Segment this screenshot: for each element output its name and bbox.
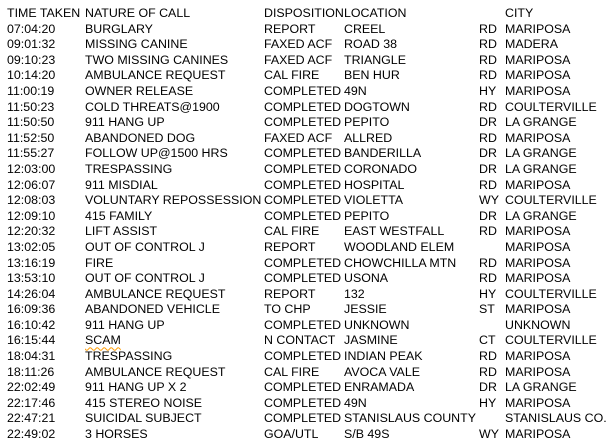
call-city: COULTERVILLE — [505, 99, 597, 114]
call-road-suffix: RD — [479, 349, 497, 364]
call-location: CORONADO — [344, 161, 417, 176]
call-disposition: TO CHP — [264, 302, 311, 317]
call-time: 22:17:46 — [7, 395, 56, 410]
call-nature: AMBULANCE REQUEST — [85, 286, 226, 301]
call-disposition: CAL FIRE — [264, 68, 320, 83]
call-location: CHOWCHILLA MTN — [344, 255, 457, 270]
call-location: 49N — [344, 83, 367, 98]
header-location: LOCATION — [344, 6, 407, 20]
table-row — [0, 380, 614, 396]
table-row — [0, 131, 614, 147]
call-time: 11:55:27 — [7, 146, 55, 161]
call-road-suffix: RD — [479, 364, 497, 379]
call-location: BEN HUR — [344, 68, 400, 83]
call-location: VIOLETTA — [344, 193, 403, 208]
call-disposition: COMPLETED — [264, 317, 342, 332]
call-rows — [0, 22, 614, 443]
call-road-suffix: RD — [479, 255, 497, 270]
call-location: 49N — [344, 395, 367, 410]
table-row — [0, 240, 614, 256]
call-city: MARIPOSA — [505, 83, 571, 98]
call-time: 12:08:03 — [7, 193, 56, 208]
table-row — [0, 209, 614, 225]
table-row — [0, 53, 614, 69]
call-disposition: FAXED ACF — [264, 52, 333, 67]
call-nature: COLD THREATS@1900 — [85, 99, 220, 114]
table-row — [0, 146, 614, 162]
call-road-suffix: RD — [479, 21, 497, 36]
call-city: LA GRANGE — [505, 146, 577, 161]
call-disposition: REPORT — [264, 239, 316, 254]
table-row — [0, 37, 614, 53]
call-disposition: REPORT — [264, 286, 316, 301]
call-city: MARIPOSA — [505, 349, 571, 364]
call-city: LA GRANGE — [505, 208, 577, 223]
call-time: 16:10:42 — [7, 317, 56, 332]
call-city: MARIPOSA — [505, 271, 571, 286]
call-nature: MISSING CANINE — [85, 37, 188, 52]
call-disposition: COMPLETED — [264, 161, 342, 176]
call-location: JESSIE — [344, 302, 387, 317]
call-disposition: CAL FIRE — [264, 364, 320, 379]
call-time: 16:15:44 — [7, 333, 56, 348]
call-nature: ABANDONED VEHICLE — [85, 302, 220, 317]
call-time: 22:47:21 — [7, 411, 56, 426]
call-disposition: COMPLETED — [264, 99, 342, 114]
call-road-suffix: RD — [479, 37, 497, 52]
table-row — [0, 178, 614, 194]
call-road-suffix: DR — [479, 208, 497, 223]
call-disposition: N CONTACT — [264, 333, 336, 348]
call-nature: TRESPASSING — [85, 161, 173, 176]
call-disposition: COMPLETED — [264, 146, 342, 161]
call-time: 09:01:32 — [7, 37, 56, 52]
call-location: UNKNOWN — [344, 317, 410, 332]
table-row — [0, 302, 614, 318]
call-nature: 911 HANG UP — [85, 115, 165, 130]
call-log — [0, 6, 614, 443]
header-city: CITY — [505, 6, 534, 20]
call-road-suffix: RD — [479, 224, 497, 239]
call-road-suffix: ST — [479, 302, 495, 317]
table-row — [0, 271, 614, 287]
call-location: STANISLAUS COUNTY — [344, 411, 476, 426]
call-nature: 3 HORSES — [85, 427, 148, 442]
call-disposition: FAXED ACF — [264, 37, 333, 52]
call-location: CREEL — [344, 21, 386, 36]
call-disposition: COMPLETED — [264, 208, 342, 223]
call-city: MARIPOSA — [505, 427, 571, 442]
call-road-suffix: RD — [479, 68, 497, 83]
call-city: MARIPOSA — [505, 255, 571, 270]
call-road-suffix: RD — [479, 52, 497, 67]
call-time: 11:50:50 — [7, 115, 55, 130]
call-disposition: COMPLETED — [264, 83, 342, 98]
call-location: JASMINE — [344, 333, 398, 348]
call-city: MARIPOSA — [505, 177, 571, 192]
header-time-taken: TIME TAKEN — [7, 6, 81, 20]
call-nature: OWNER RELEASE — [85, 83, 194, 98]
call-time: 11:00:19 — [7, 83, 55, 98]
call-road-suffix: DR — [479, 161, 497, 176]
call-disposition: REPORT — [264, 21, 316, 36]
call-disposition: COMPLETED — [264, 380, 342, 395]
call-city: MARIPOSA — [505, 364, 571, 379]
call-road-suffix: RD — [479, 130, 497, 145]
call-location: USONA — [344, 271, 389, 286]
call-location: ENRAMADA — [344, 380, 415, 395]
call-disposition: COMPLETED — [264, 193, 342, 208]
call-road-suffix: WY — [479, 193, 499, 208]
call-city: LA GRANGE — [505, 115, 577, 130]
table-row — [0, 162, 614, 178]
table-row — [0, 193, 614, 209]
call-time: 14:26:04 — [7, 286, 56, 301]
call-location: 132 — [344, 286, 365, 301]
call-city: COULTERVILLE — [505, 286, 597, 301]
table-row — [0, 224, 614, 240]
call-road-suffix: DR — [479, 115, 497, 130]
call-location: ROAD 38 — [344, 37, 398, 52]
call-time: 16:09:36 — [7, 302, 56, 317]
call-city: MARIPOSA — [505, 224, 571, 239]
call-location: EAST WESTFALL — [344, 224, 445, 239]
call-nature: BURGLARY — [85, 21, 153, 36]
call-nature: TWO MISSING CANINES — [85, 52, 229, 67]
call-road-suffix: DR — [479, 380, 497, 395]
call-city: MADERA — [505, 37, 559, 52]
call-city: MARIPOSA — [505, 68, 571, 83]
call-city: MARIPOSA — [505, 130, 571, 145]
call-disposition: COMPLETED — [264, 271, 342, 286]
call-nature: AMBULANCE REQUEST — [85, 364, 226, 379]
call-time: 22:49:02 — [7, 427, 56, 442]
table-row — [0, 349, 614, 365]
call-city: MARIPOSA — [505, 395, 571, 410]
call-location: PEPITO — [344, 208, 390, 223]
call-time: 11:52:50 — [7, 130, 55, 145]
table-row — [0, 68, 614, 84]
call-time: 11:50:23 — [7, 99, 55, 114]
call-nature: SUICIDAL SUBJECT — [85, 411, 202, 426]
header-disposition: DISPOSITION — [264, 6, 344, 20]
call-disposition: FAXED ACF — [264, 130, 333, 145]
call-city: MARIPOSA — [505, 52, 571, 67]
call-location: TRIANGLE — [344, 52, 406, 67]
table-row — [0, 256, 614, 272]
call-nature: LIFT ASSIST — [85, 224, 158, 239]
call-city: COULTERVILLE — [505, 193, 597, 208]
call-city: MARIPOSA — [505, 239, 571, 254]
call-time: 07:04:20 — [7, 21, 56, 36]
call-disposition: COMPLETED — [264, 395, 342, 410]
call-nature: OUT OF CONTROL J — [85, 239, 205, 254]
call-city: MARIPOSA — [505, 21, 571, 36]
call-time: 18:11:26 — [7, 364, 55, 379]
call-location: ALLRED — [344, 130, 393, 145]
call-disposition: COMPLETED — [264, 115, 342, 130]
call-nature: 911 HANG UP X 2 — [85, 380, 187, 395]
call-time: 13:02:05 — [7, 239, 56, 254]
call-nature: SCAM — [85, 333, 121, 348]
table-row — [0, 22, 614, 38]
call-time: 12:20:32 — [7, 224, 56, 239]
call-road-suffix: RD — [479, 177, 497, 192]
table-row — [0, 427, 614, 443]
call-city: COULTERVILLE — [505, 333, 597, 348]
call-disposition: COMPLETED — [264, 177, 342, 192]
call-nature: 911 MISDIAL — [85, 177, 158, 192]
call-location: HOSPITAL — [344, 177, 405, 192]
call-road-suffix: RD — [479, 271, 497, 286]
table-row — [0, 411, 614, 427]
call-nature: FIRE — [85, 255, 114, 270]
call-location: BANDERILLA — [344, 146, 422, 161]
call-nature: 415 STEREO NOISE — [85, 395, 203, 410]
call-location: AVOCA VALE — [344, 364, 420, 379]
call-nature: VOLUNTARY REPOSSESSION — [85, 193, 262, 208]
call-nature: TRESPASSING — [85, 349, 173, 364]
call-time: 12:03:00 — [7, 161, 56, 176]
call-time: 22:02:49 — [7, 380, 56, 395]
call-nature: 415 FAMILY — [85, 208, 153, 223]
call-city: LA GRANGE — [505, 380, 577, 395]
table-row — [0, 365, 614, 381]
call-city: UNKNOWN — [505, 317, 571, 332]
header-nature-of-call: NATURE OF CALL — [85, 6, 191, 20]
call-location: S/B 49S — [344, 427, 390, 442]
call-location: PEPITO — [344, 115, 390, 130]
call-time: 12:06:07 — [7, 177, 56, 192]
call-road-suffix: DR — [479, 146, 497, 161]
call-city: MARIPOSA — [505, 302, 571, 317]
call-city: STANISLAUS CO. — [505, 411, 607, 426]
call-nature: 911 HANG UP — [85, 317, 165, 332]
call-road-suffix: HY — [479, 83, 497, 98]
table-row — [0, 287, 614, 303]
call-disposition: COMPLETED — [264, 255, 342, 270]
call-time: 18:04:31 — [7, 349, 56, 364]
call-disposition: COMPLETED — [264, 349, 342, 364]
call-disposition: GOA/UTL — [264, 427, 319, 442]
call-city: LA GRANGE — [505, 161, 577, 176]
call-location: WOODLAND ELEM — [344, 239, 455, 254]
call-road-suffix: HY — [479, 395, 497, 410]
call-time: 13:16:19 — [7, 255, 56, 270]
call-time: 10:14:20 — [7, 68, 56, 83]
call-nature: AMBULANCE REQUEST — [85, 68, 226, 83]
header-row — [0, 6, 614, 22]
call-road-suffix: HY — [479, 286, 497, 301]
call-nature: OUT OF CONTROL J — [85, 271, 205, 286]
call-road-suffix: CT — [479, 333, 496, 348]
table-row — [0, 333, 614, 349]
call-location: INDIAN PEAK — [344, 349, 423, 364]
table-row — [0, 84, 614, 100]
call-disposition: CAL FIRE — [264, 224, 320, 239]
call-road-suffix: RD — [479, 99, 497, 114]
table-row — [0, 318, 614, 334]
call-nature: ABANDONED DOG — [85, 130, 196, 145]
call-time: 09:10:23 — [7, 52, 56, 67]
call-time: 12:09:10 — [7, 208, 56, 223]
call-location: DOGTOWN — [344, 99, 410, 114]
call-road-suffix: WY — [479, 427, 499, 442]
call-time: 13:53:10 — [7, 271, 56, 286]
call-nature: FOLLOW UP@1500 HRS — [85, 146, 228, 161]
table-row — [0, 115, 614, 131]
table-row — [0, 100, 614, 116]
table-row — [0, 396, 614, 412]
call-disposition: COMPLETED — [264, 411, 342, 426]
